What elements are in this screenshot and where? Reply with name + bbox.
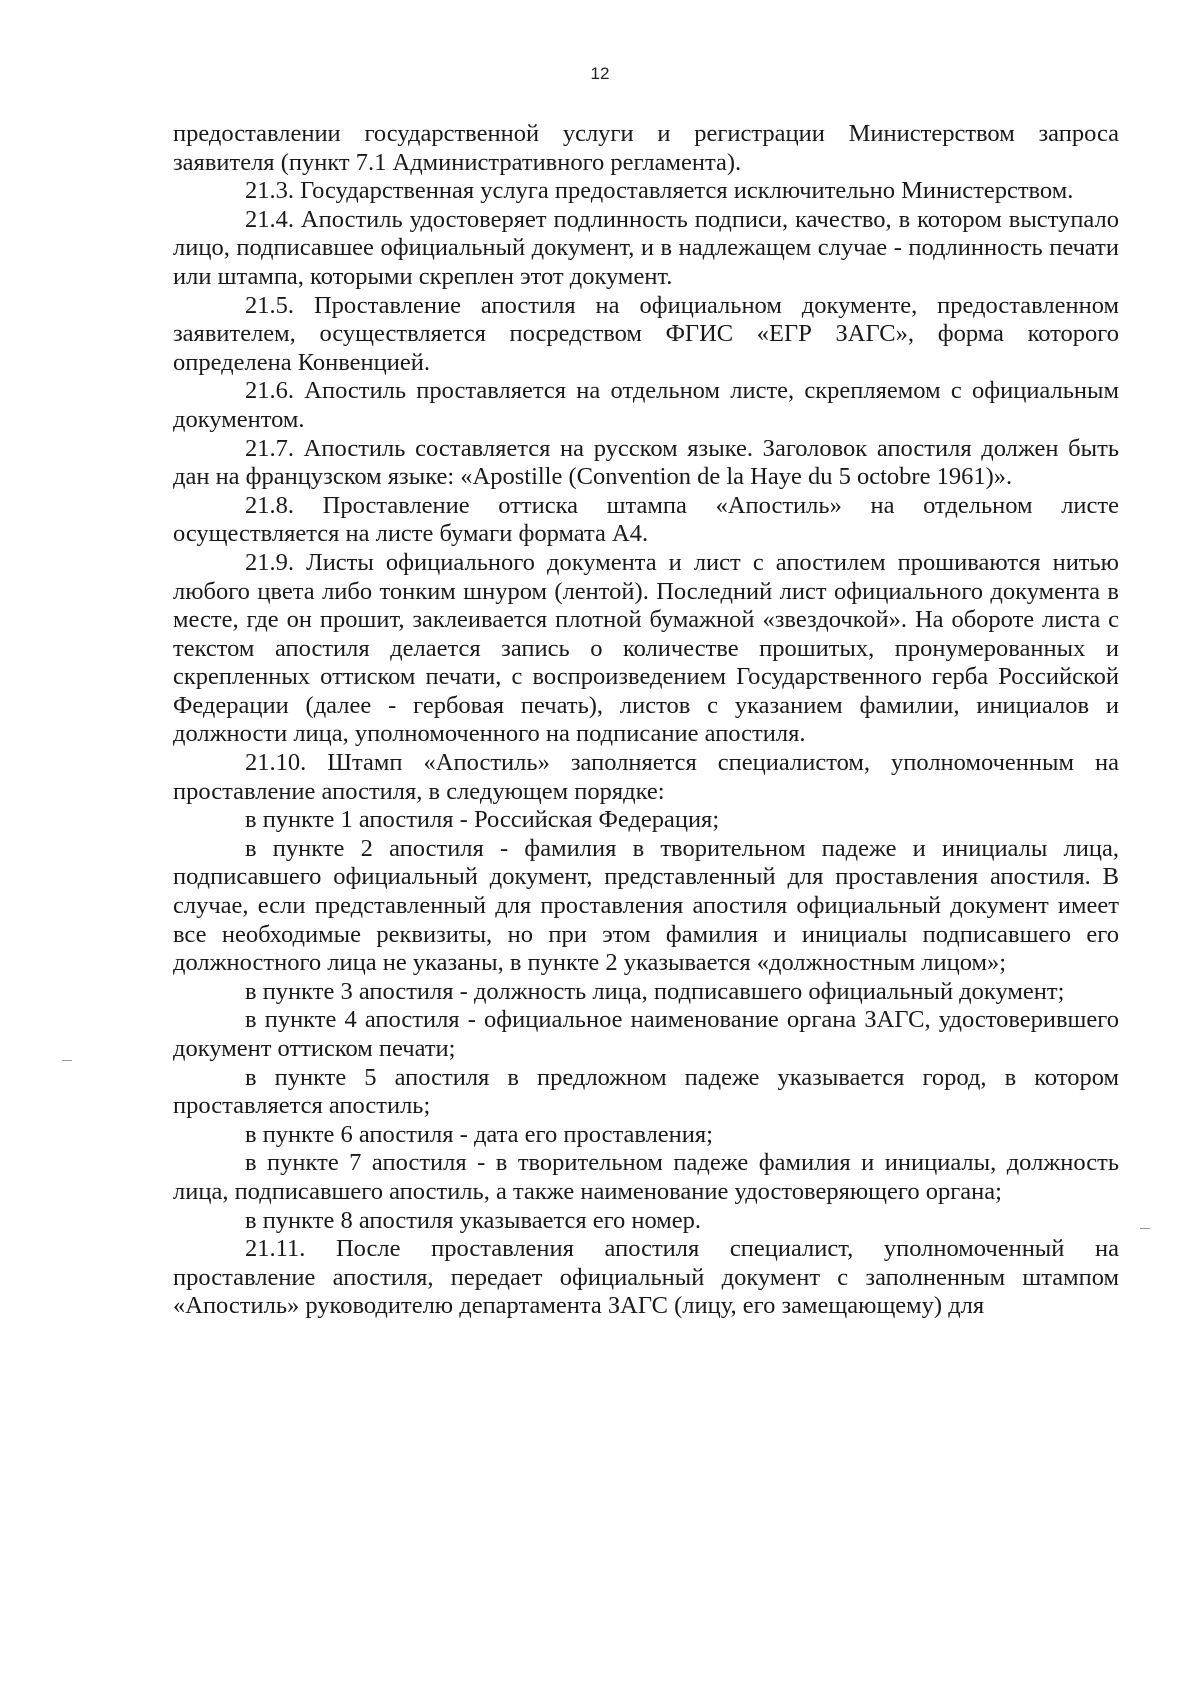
list-item-point-4: в пункте 4 апостиля - официальное наименование органа ЗАГС, удостоверившего документ оттиском печати; <box>173 1006 1119 1062</box>
list-item-point-7: в пункте 7 апостиля - в творительном падеже фамилия и инициалы, должность лица, подписавшего апостиль, а также наименование удостоверяющего органа; <box>173 1149 1119 1205</box>
paragraph-21-4: 21.4. Апостиль удостоверяет подлинность подписи, качество, в котором выступало лицо, подписавшее официальный документ, и в надлежащем случае - подлинность печати или штампа, которыми скреплен этот документ. <box>173 205 1119 290</box>
document-body <box>173 120 1119 1321</box>
paragraph-21-5: 21.5. Проставление апостиля на официальном документе, предоставленном заявителем, осуществляется посредством ФГИС «ЕГР ЗАГС», форма которого определена Конвенцией. <box>173 291 1119 376</box>
paragraph-21-7: 21.7. Апостиль составляется на русском языке. Заголовок апостиля должен быть дан на французском языке: «Apostille (Convention de la Haye du 5 octobre 1961)». <box>173 434 1119 491</box>
list-item-point-6: в пункте 6 апостиля - дата его проставления; <box>245 1120 713 1148</box>
paragraph-continuation: предоставлении государственной услуги и регистрации Министерством запроса заявителя (пункт 7.1 Административного регламента). <box>173 120 1119 176</box>
page-number: 12 <box>590 64 610 83</box>
list-item-point-1: в пункте 1 апостиля - Российская Федерация; <box>245 806 720 834</box>
paragraph-21-6: 21.6. Апостиль проставляется на отдельном листе, скрепляемом с официальным документом. <box>173 377 1119 433</box>
paragraph-21-9: 21.9. Листы официального документа и лист с апостилем прошиваются нитью любого цвета либо тонким шнуром (лентой). Последний лист официального документа в месте, где он прошит, заклеивается плотной бумажной «звездочкой». На обороте листа с текстом апостиля делается запись о количестве прошитых, пронумерованных и скрепленных оттиском печати, с воспроизведением Государственного герба Российской Федерации (далее - гербовая печать), листов с указанием фамилии, инициалов и должности лица, уполномоченного на подписание апостиля. <box>173 548 1119 748</box>
paragraph-21-11: 21.11. После проставления апостиля специалист, уполномоченный на проставление апостиля, передает официальный документ с заполненным штампом «Апостиль» руководителю департамента ЗАГС (лицу, его замещающему) для <box>173 1235 1119 1320</box>
list-item-point-2: в пункте 2 апостиля - фамилия в творительном падеже и инициалы лица, подписавшего официальный документ, представленный для проставления апостиля. В случае, если представленный для проставления апостиля официальный документ имеет все необходимые реквизиты, но при этом фамилия и инициалы подписавшего его должностного лица не указаны, в пункте 2 указывается «должностным лицом»; <box>173 834 1119 977</box>
paragraph-21-8: 21.8. Проставление оттиска штампа «Апостиль» на отдельном листе осуществляется на листе бумаги формата А4. <box>173 491 1119 548</box>
list-item-point-3: в пункте 3 апостиля - должность лица, подписавшего официальный документ; <box>245 977 1065 1005</box>
scan-margin-mark-right <box>1140 1228 1150 1229</box>
list-item-point-5: в пункте 5 апостиля в предложном падеже указывается город, в котором проставляется апостиль; <box>173 1063 1119 1120</box>
scan-margin-mark-left <box>62 1060 72 1061</box>
paragraph-21-3: 21.3. Государственная услуга предоставляется исключительно Министерством. <box>245 177 1074 205</box>
list-item-point-8: в пункте 8 апостиля указывается его номер. <box>245 1206 702 1234</box>
paragraph-21-10: 21.10. Штамп «Апостиль» заполняется специалистом, уполномоченным на проставление апостиля, в следующем порядке: <box>173 749 1119 805</box>
